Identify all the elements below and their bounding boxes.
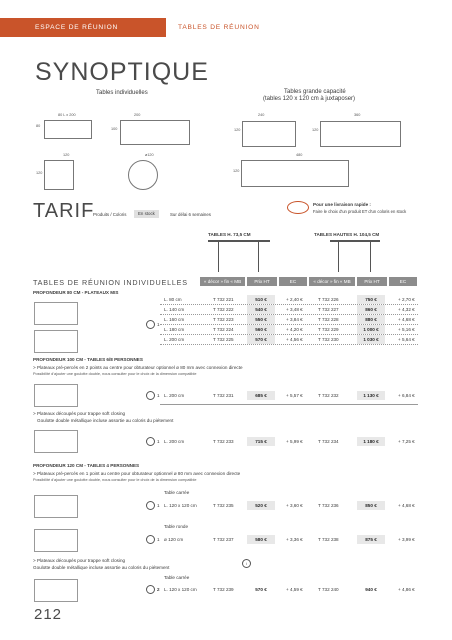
left-diagram-title: Tables individuelles (96, 90, 148, 96)
row-price: 750 € (357, 295, 385, 304)
group-note: Possibilité d'ajouter une goulotte double, nous consulter pour le choix de la dimension compatible (33, 372, 197, 376)
row-price: 510 € (247, 295, 275, 304)
row-dim: L. 160 cm (164, 317, 185, 322)
row-price: 580 € (247, 535, 275, 544)
row-price: 715 € (247, 437, 275, 446)
dim-label: 120 (36, 171, 43, 175)
row-ec: + 3,84 € (286, 317, 303, 322)
group-note: Goulotte double métallique incluse assortie au coloris du piétement (33, 565, 170, 570)
row-price: 520 € (247, 501, 275, 510)
row-ec: + 4,32 € (398, 307, 415, 312)
row-ref: T 732 239 (213, 587, 234, 592)
row-ref: T 732 226 (318, 297, 339, 302)
row-ec: + 5,64 € (398, 337, 415, 342)
sub-title: Table carrée (164, 490, 190, 495)
qty-label: 1 (157, 393, 160, 398)
row-ec: + 5,16 € (398, 327, 415, 332)
row-ec: + 5,99 € (286, 439, 303, 444)
group-note: Possibilité d'ajouter une goulotte double, nous consulter pour le choix de la dimension compatible (33, 478, 197, 482)
row-ref: T 732 231 (213, 393, 234, 398)
stock-qty-icon (146, 535, 155, 544)
row-ec: + 4,68 € (398, 503, 415, 508)
product-thumbnail (34, 302, 78, 325)
qty-label: 1 (157, 503, 160, 508)
row-price: 560 € (247, 325, 275, 334)
table-240-shape (242, 121, 296, 147)
row-ref: T 732 222 (213, 307, 234, 312)
dim-label: 80 L x 200 (58, 113, 76, 117)
row-ref: T 732 232 (318, 393, 339, 398)
row-price: 540 € (247, 305, 275, 314)
row-ref: T 732 234 (318, 439, 339, 444)
col-header: « décor » fin « MB (200, 277, 245, 286)
row-price: 860 € (357, 305, 385, 314)
group-title: PROFONDEUR 80 CM - PLATEAUX MIS (33, 290, 119, 295)
high-table-image (330, 240, 380, 272)
row-ref: T 732 238 (318, 537, 339, 542)
row-ref: T 732 225 (213, 337, 234, 342)
group-title: PROFONDEUR 100 CM - TABLES 6/8 PERSONNES (33, 357, 143, 362)
right-diagram-title-2: (tables 120 x 120 cm à juxtaposer) (263, 96, 356, 102)
dim-label: 480 (296, 153, 303, 157)
row-ref: T 732 237 (213, 537, 234, 542)
row-ref: T 732 236 (318, 503, 339, 508)
page-title: SYNOPTIQUE (35, 58, 209, 86)
stock-qty-icon (146, 501, 155, 510)
row-ec: + 4,59 € (286, 587, 303, 592)
row-price: 1 180 € (357, 437, 385, 446)
row-price: 1 000 € (357, 325, 385, 334)
table-480-shape (241, 160, 349, 187)
col-header: EC (279, 277, 307, 286)
col-header: Prix HT (247, 277, 277, 286)
dim-label: 200 (134, 113, 141, 117)
right-diagram-title-1: Tables grande capacité (284, 89, 346, 95)
row-ec: + 5,57 € (286, 393, 303, 398)
truck-icon (287, 201, 309, 214)
header-subsection: TABLES DE RÉUNION (178, 24, 260, 31)
row-price: 570 € (255, 587, 267, 592)
row-ref: T 732 221 (213, 297, 234, 302)
row-dim: L. 120 x 120 cm (164, 503, 197, 508)
table-100x200-shape (120, 120, 190, 145)
row-dim: L. 200 cm (164, 439, 185, 444)
row-ec: + 4,68 € (398, 317, 415, 322)
row-ref: T 732 233 (213, 439, 234, 444)
row-price: 1 030 € (357, 335, 385, 344)
row-ec: + 4,56 € (286, 337, 303, 342)
dim-label: 120 (234, 128, 241, 132)
delay-label: Sur délai 6 semaines (170, 212, 212, 217)
stock-qty-icon (146, 320, 155, 329)
product-thumbnail (34, 430, 78, 453)
row-ec: + 2,40 € (286, 297, 303, 302)
row-price: 880 € (357, 315, 385, 324)
row-dim: L. 200 cm (164, 337, 185, 342)
product-thumbnail (34, 579, 78, 602)
tarif-label: Produits / Coloris (93, 212, 127, 217)
dim-label: 120 (312, 128, 319, 132)
header-section-tab: ESPACE DE RÉUNION (0, 18, 166, 37)
delivery-note-title: Pour une livraison rapide : (313, 202, 371, 207)
row-price: 940 € (365, 587, 377, 592)
row-divider (160, 344, 418, 345)
product-thumbnail (34, 384, 78, 407)
stock-qty-icon (146, 585, 155, 594)
row-dim: L. 200 cm (164, 393, 185, 398)
dim-label: 360 (354, 113, 361, 117)
product-thumbnail (34, 495, 78, 518)
col-group-1-title: TABLES H. 73,5 CM (208, 232, 251, 237)
group-note: > Plateaux découpés pour trappe soft closing (33, 411, 126, 416)
row-ref: T 732 229 (318, 327, 339, 332)
dim-label: 100 (111, 127, 118, 131)
in-stock-badge: En stock (134, 210, 159, 218)
row-ref: T 732 227 (318, 307, 339, 312)
row-ref: T 732 235 (213, 503, 234, 508)
section-title: TABLES DE RÉUNION INDIVIDUELLES (33, 278, 188, 287)
stock-qty-icon (146, 391, 155, 400)
row-ec: + 3,48 € (286, 307, 303, 312)
dim-label: 120 (63, 153, 70, 157)
row-dim: L. 120 x 120 cm (164, 587, 197, 592)
dim-label: 240 (258, 113, 265, 117)
table-360-shape (320, 121, 401, 147)
col-header: « décor » fin « MB (309, 277, 355, 286)
sub-title: Table ronde (164, 524, 189, 529)
row-ref: T 732 240 (318, 587, 339, 592)
product-thumbnail (34, 529, 78, 552)
row-price: 1 130 € (357, 391, 385, 400)
qty-label: 1 (157, 439, 160, 444)
row-ec: + 3,60 € (286, 503, 303, 508)
col-header: Prix HT (357, 277, 387, 286)
row-ref: T 732 224 (213, 327, 234, 332)
row-dim: ø 120 cm (164, 537, 184, 542)
stock-qty-icon (146, 437, 155, 446)
row-ec: + 6,84 € (398, 393, 415, 398)
row-price: 850 € (357, 501, 385, 510)
table-80x200-shape (44, 120, 92, 139)
dim-label: 120 (233, 169, 240, 173)
group-note: > Plateaux pré-percés en 1 point au centre pour obturateur optionnel ø 80 mm avec connexion directe (33, 471, 241, 476)
row-ec: + 2,70 € (398, 297, 415, 302)
page-number: 212 (34, 606, 63, 623)
tarif-title: TARIF (33, 200, 95, 222)
sub-title: Table carrée (164, 575, 190, 580)
group-title: PROFONDEUR 120 CM - TABLES 4 PERSONNES (33, 463, 140, 468)
col-header: EC (389, 277, 417, 286)
row-ec: + 4,86 € (398, 587, 415, 592)
row-price: 875 € (357, 535, 385, 544)
row-dim: L. 140 cm (164, 307, 185, 312)
row-price: 685 € (247, 391, 275, 400)
qty-label: 2 (157, 587, 160, 592)
group-note: > Plateaux pré-percés en 2 points au centre pour obturateur optionnel ø 80 mm avec connexion directe (33, 365, 243, 370)
table-square-shape (44, 160, 74, 190)
row-price: 550 € (247, 315, 275, 324)
row-dim: L. 80 cm (164, 297, 182, 302)
dim-label: ø120 (145, 153, 154, 157)
qty-label: 1 (157, 537, 160, 542)
row-divider (160, 404, 418, 405)
row-dim: L. 180 cm (164, 327, 185, 332)
col-group-2-title: TABLES HAUTES H. 104,5 CM (314, 232, 380, 237)
row-ref: T 732 228 (318, 317, 339, 322)
table-round-shape (128, 160, 158, 190)
row-ref: T 732 230 (318, 337, 339, 342)
row-ec: + 4,20 € (286, 327, 303, 332)
qty-label: 1 (157, 322, 160, 327)
row-price: 570 € (247, 335, 275, 344)
delivery-note-text: Faire le choix d'un produit ET d'un coloris en stock (313, 209, 407, 214)
row-ec: + 3,99 € (398, 537, 415, 542)
info-icon: i (242, 559, 251, 568)
row-ec: + 7,25 € (398, 439, 415, 444)
row-ec: + 3,36 € (286, 537, 303, 542)
row-ref: T 732 223 (213, 317, 234, 322)
product-thumbnail (34, 330, 78, 353)
group-note: > Plateaux découpés pour trappe soft closing (33, 558, 126, 563)
standard-table-image (208, 240, 270, 272)
dim-label: 80 (36, 124, 41, 128)
group-note: Goulotte double métallique incluse assortie au coloris du piétement (37, 418, 174, 423)
